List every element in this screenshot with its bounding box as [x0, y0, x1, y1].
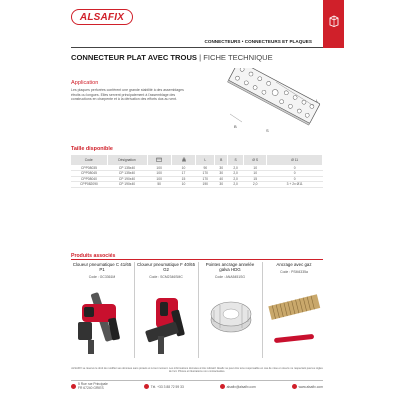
footer-divider: [71, 380, 323, 381]
cell-weight: 15: [171, 176, 195, 182]
box-icon: [156, 157, 162, 162]
title-sub: FICHE TECHNIQUE: [203, 53, 273, 62]
product-card-nailer-f40[interactable]: [136, 262, 196, 279]
related-products-divider: [71, 259, 323, 260]
brand-side-tab: [323, 0, 344, 48]
product-card-nailer-c41[interactable]: [72, 262, 132, 279]
col-header-s: S: [228, 155, 244, 165]
cell-dia-s: 2,0: [244, 182, 267, 188]
dimension-label-l: L: [316, 98, 319, 103]
col-header-weight: [171, 155, 195, 165]
alsafix-logo[interactable]: [71, 9, 133, 25]
col-header-l: L: [196, 155, 215, 165]
col-header-box: [147, 155, 171, 165]
cell-b: 30: [215, 182, 228, 188]
nail-coil-image: [206, 290, 256, 356]
cell-designation: CP 190x40: [107, 182, 147, 188]
cell-l: 190: [196, 182, 215, 188]
address-line-2: FR 67240 GRIES: [78, 385, 104, 390]
product-name[interactable]: Cloueur pneumatique F 40/65 G2: [136, 262, 196, 272]
product-card-anchor-nails[interactable]: [200, 262, 260, 279]
product-code: Code : PSM4335a: [280, 270, 308, 274]
header-divider: [71, 47, 323, 48]
cell-designation: CP 190x40: [107, 176, 147, 182]
weight-icon: [181, 157, 187, 162]
connector-plate-drawing: [216, 68, 328, 134]
table-header-row: [71, 155, 323, 165]
spec-sheet-page: [56, 0, 344, 400]
cell-dia-s: 10: [244, 171, 267, 177]
product-name[interactable]: Ancrage avec gaz: [276, 262, 312, 267]
product-separator: [134, 262, 135, 358]
product-code: Code : GC3361M: [88, 275, 116, 279]
col-header-dia-11: Ø 11: [267, 155, 323, 165]
email-link[interactable]: alsafix@alsafix.com: [226, 384, 256, 389]
pneumatic-nailer-image: [76, 290, 130, 360]
col-header-designation: Désignation: [107, 155, 147, 165]
cell-code: CPP08040: [71, 176, 107, 182]
footer-phone[interactable]: [144, 384, 184, 389]
gas-anchor-pack-image: [268, 290, 322, 356]
box-logo-icon: [329, 15, 339, 27]
product-code: Code : SCM2346SMC: [149, 275, 183, 279]
address-line-1: 5 Rue rue Principale: [78, 382, 108, 386]
cell-l: 170: [196, 171, 215, 177]
cell-b: 30: [215, 171, 228, 177]
product-name[interactable]: Pointes ancrage annelée galva HDG: [205, 262, 255, 272]
email-icon: [220, 384, 225, 389]
product-card-gas-anchor[interactable]: [264, 262, 324, 274]
footer-website[interactable]: [292, 384, 323, 389]
cell-code: CPP08035: [71, 165, 107, 171]
application-text: Les plaques perforées confèrent une grande stabilité à des assemblages étroits ou longues. Elles servent principalement à l'assemblage des constructions en charpente et à la dérivation des efforts dus au vent.: [71, 88, 184, 102]
phone-icon: [144, 384, 149, 389]
cell-s: 2,0: [228, 176, 244, 182]
cell-dia-s: 10: [244, 165, 267, 171]
sizes-heading: Taille disponible: [71, 146, 113, 152]
cell-dia-11: 0: [267, 176, 323, 182]
title-separator: |: [197, 53, 204, 62]
product-name[interactable]: Cloueur pneumatique C 41/65 P1: [72, 262, 132, 272]
cell-dia-11: 3 + 2x Ø11: [267, 182, 323, 188]
globe-icon: [292, 384, 297, 389]
title-main: CONNECTEUR PLAT AVEC TROUS: [71, 53, 198, 62]
cell-dia-11: 0: [267, 165, 323, 171]
col-header-b: B: [215, 155, 228, 165]
page-title: [71, 53, 273, 62]
footer-address: [71, 383, 108, 391]
application-heading: Application: [71, 80, 99, 86]
breadcrumb[interactable]: CONNECTEURS • CONNECTEURS ET PLAQUES: [204, 39, 312, 44]
table-row: [71, 182, 323, 188]
cell-code: CPP082090: [71, 182, 107, 188]
cell-weight: 17: [171, 171, 195, 177]
logo-text: ALSAFIX: [79, 11, 125, 23]
sizes-table: [71, 155, 323, 188]
col-header-code: Code: [71, 155, 107, 165]
cell-box: 100: [147, 165, 171, 171]
gas-nailer-image: [140, 290, 194, 360]
product-separator: [262, 262, 263, 358]
cell-b: 30: [215, 165, 228, 171]
dimension-label-b: B: [234, 124, 237, 129]
cell-l: 170: [196, 176, 215, 182]
cell-s: 2,0: [228, 182, 244, 188]
related-products-heading: Produits associés: [71, 253, 116, 259]
cell-box: 100: [147, 176, 171, 182]
cell-code: CPP08045: [71, 171, 107, 177]
cell-weight: 10: [171, 165, 195, 171]
cell-b: 40: [215, 176, 228, 182]
cell-designation: CP 135x40: [107, 165, 147, 171]
footer-email[interactable]: [220, 384, 256, 389]
dimension-label-s: S: [266, 128, 269, 133]
cell-box: 100: [147, 171, 171, 177]
cell-weight: 10: [171, 182, 195, 188]
product-code: Code : ANA5451SG: [214, 275, 246, 279]
cell-s: 2,0: [228, 171, 244, 177]
website-link[interactable]: www.alsafix.com: [298, 384, 323, 389]
legal-disclaimer: ALSAFIX se réserve le droit de modifier ses données sans préavis et à tout moment. Les informations données à titre indicatif. Alsafix ne peut être tenu responsable en cas de mise en œuvre ne respectant pas les règles de l'art. Photos et illustrations non contractuelles.: [71, 367, 323, 374]
product-separator: [198, 262, 199, 358]
contact-footer: [71, 383, 323, 391]
location-icon: [71, 384, 76, 389]
cell-designation: CP 135x40: [107, 171, 147, 177]
phone-number[interactable]: Tél. +33 3 88 72 59 33: [150, 384, 184, 389]
cell-s: 2,0: [228, 165, 244, 171]
cell-dia-11: 0: [267, 171, 323, 177]
cell-box: 50: [147, 182, 171, 188]
cell-l: 90: [196, 165, 215, 171]
cell-dia-s: 15: [244, 176, 267, 182]
col-header-dia-s: Ø S: [244, 155, 267, 165]
